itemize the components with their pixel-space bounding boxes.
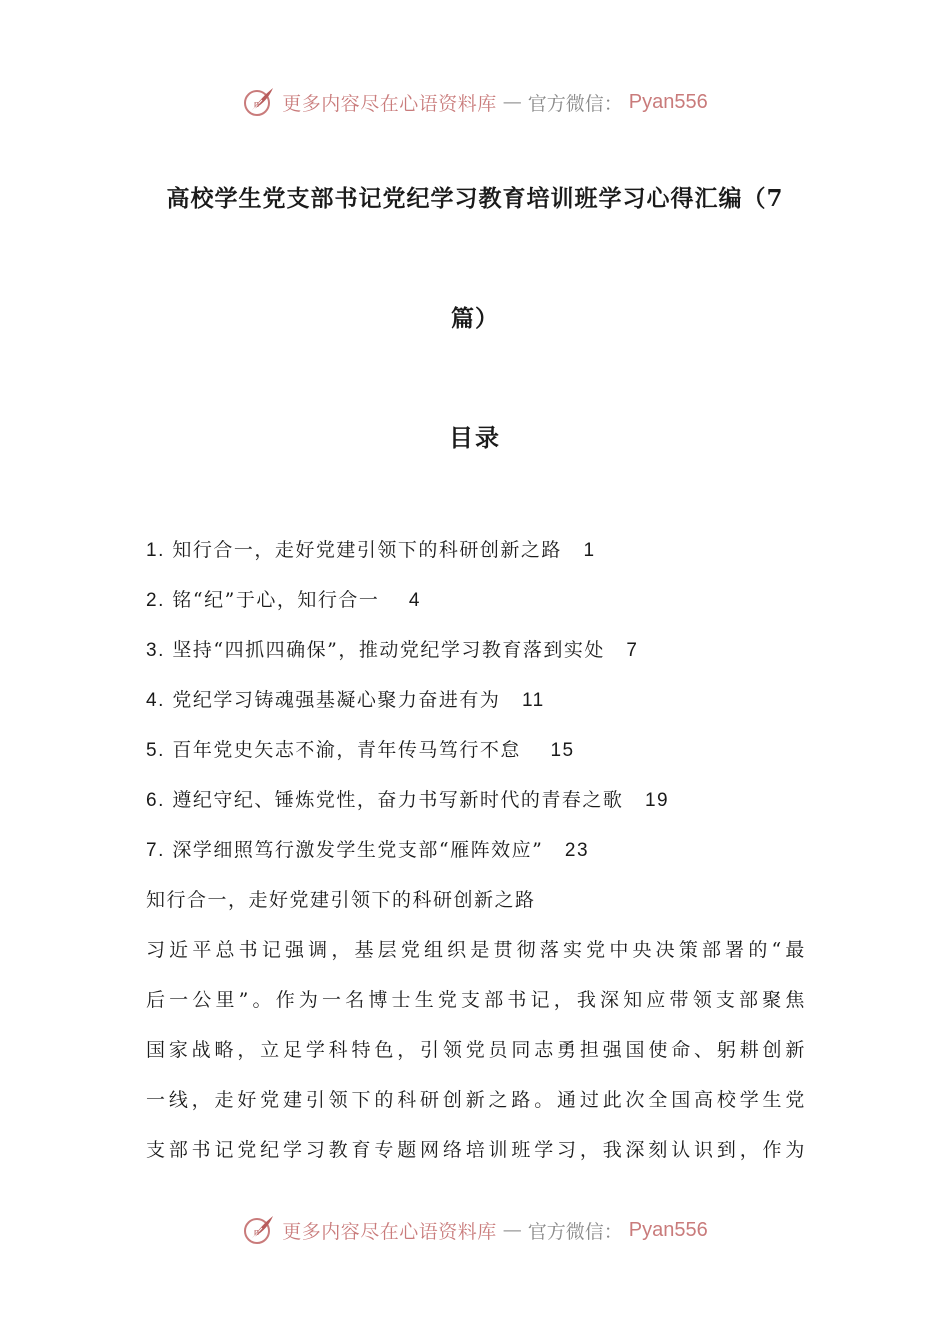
toc-item-number: 7. xyxy=(146,840,165,861)
toc-item-page: 19 xyxy=(644,790,670,811)
toc-item-page: 23 xyxy=(564,840,590,861)
toc-item-number: 4. xyxy=(146,690,165,711)
body-line: 习近平总书记强调，基层党组织是贯彻落实党中央决策部署的“最 xyxy=(146,939,806,961)
toc-item[interactable] xyxy=(146,680,806,730)
toc-item-page: 11 xyxy=(521,690,545,711)
banner-wechat-id: Pyan556 xyxy=(628,90,708,113)
toc-item-text: 深学细照笃行激发学生党支部“雁阵效应” xyxy=(172,839,544,861)
toc-item-number: 1. xyxy=(146,540,165,561)
toc-item-text: 知行合一，走好党建引领下的科研创新之路 xyxy=(172,539,562,561)
banner-separator: — xyxy=(502,1219,522,1241)
toc-item-page: 1 xyxy=(583,540,596,561)
banner-separator: — xyxy=(502,91,522,113)
toc-item[interactable] xyxy=(146,630,806,680)
toc-item-number: 6. xyxy=(146,790,165,811)
section-heading: 知行合一，走好党建引领下的科研创新之路 xyxy=(146,889,536,911)
toc-item-number: 2. xyxy=(146,590,165,611)
toc-item-page: 4 xyxy=(408,590,421,611)
banner-wechat-id: Pyan556 xyxy=(628,1218,708,1241)
toc-item[interactable] xyxy=(146,730,806,780)
toc-item-text: 坚持“四抓四确保”，推动党纪学习教育落到实处 xyxy=(172,639,605,661)
svg-text:n: n xyxy=(254,1227,260,1237)
toc-item-number: 3. xyxy=(146,640,165,661)
quill-pen-logo-icon xyxy=(242,85,276,119)
body-line: 支部书记党纪学习教育专题网络培训班学习，我深刻认识到，作为 xyxy=(146,1139,806,1161)
header-banner xyxy=(0,82,950,122)
document-title-line-1: 高校学生党支部书记党纪学习教育培训班学习心得汇编（7 xyxy=(166,185,784,212)
document-title-line-2: 篇） xyxy=(451,305,499,332)
footer-banner xyxy=(0,1210,950,1250)
toc-item-text: 百年党史矢志不渝，青年传马笃行不怠 xyxy=(172,739,521,761)
toc-item-text: 党纪学习铸魂强基凝心聚力奋进有为 xyxy=(172,689,501,711)
toc-item[interactable] xyxy=(146,830,806,880)
body-line: 后一公里”。作为一名博士生党支部书记，我深知应带领支部聚焦 xyxy=(146,989,806,1011)
toc-item-page: 7 xyxy=(626,640,639,661)
table-of-contents xyxy=(146,530,806,880)
toc-item-page: 15 xyxy=(550,740,575,761)
banner-wechat-label: 官方微信： xyxy=(527,92,623,115)
toc-item[interactable] xyxy=(146,580,806,630)
toc-heading: 目录 xyxy=(449,423,501,452)
svg-text:n: n xyxy=(254,99,260,109)
toc-item-number: 5. xyxy=(146,740,165,761)
toc-item[interactable] xyxy=(146,530,806,580)
body-line: 一线，走好党建引领下的科研创新之路。通过此次全国高校学生党 xyxy=(146,1089,806,1111)
toc-item-text: 遵纪守纪、锤炼党性，奋力书写新时代的青春之歌 xyxy=(172,789,624,811)
banner-site-text: 更多内容尽在心语资料库 xyxy=(282,1220,497,1243)
document-body xyxy=(146,880,806,1180)
quill-pen-logo-icon xyxy=(242,1213,276,1247)
toc-item[interactable] xyxy=(146,780,806,830)
banner-site-text: 更多内容尽在心语资料库 xyxy=(282,92,497,115)
banner-wechat-label: 官方微信： xyxy=(527,1220,623,1243)
toc-item-text: 铭“纪”于心，知行合一 xyxy=(172,589,380,611)
body-line: 国家战略，立足学科特色，引领党员同志勇担强国使命、躬耕创新 xyxy=(146,1039,806,1061)
